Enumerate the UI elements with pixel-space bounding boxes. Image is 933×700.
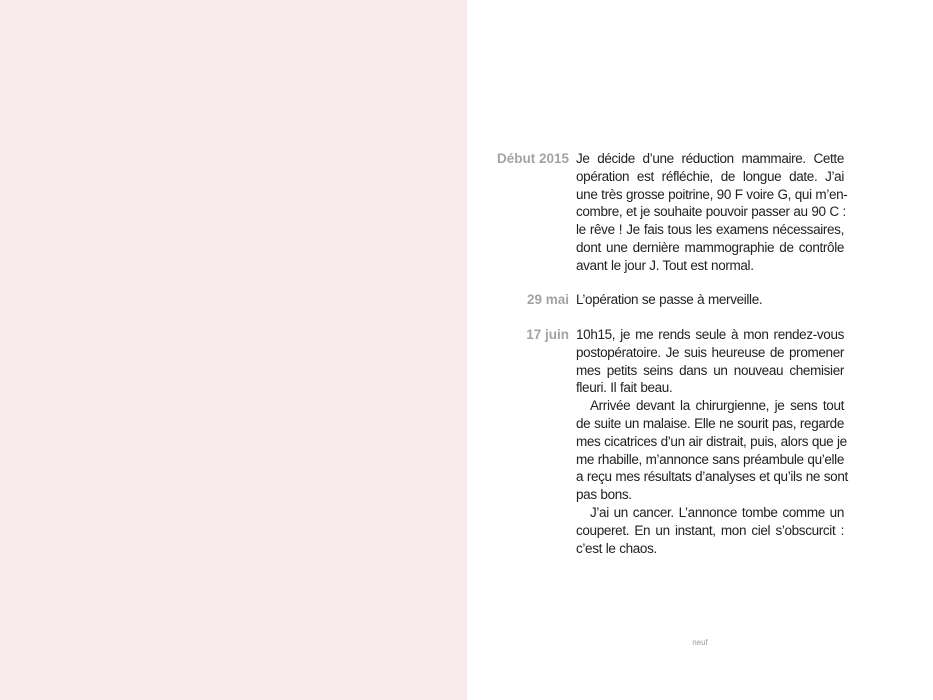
text-line: a reçu mes résultats d’analyses et qu’ils ne sont bbox=[576, 469, 848, 485]
right-page bbox=[467, 0, 933, 700]
text-line: L’opération se passe à merveille. bbox=[576, 292, 763, 307]
text-line: Arrivée devant la chirurgienne, je sens tout bbox=[590, 398, 844, 414]
entry-text bbox=[576, 150, 848, 275]
entry-date: 29 mai bbox=[526, 292, 569, 307]
page-number: neuf bbox=[692, 638, 708, 647]
text-line: Je décide d’une réduction mammaire. Cette bbox=[576, 151, 844, 166]
text-line: fleuri. Il fait beau. bbox=[576, 380, 673, 396]
text-line: c’est le chaos. bbox=[576, 540, 657, 556]
entry-date: 17 juin bbox=[526, 327, 569, 342]
text-line: me rhabille, m’annonce sans préambule qu’elle bbox=[576, 451, 844, 467]
text-line: opération est réfléchie, de longue date. J’ai bbox=[576, 168, 844, 184]
text-line: mes petits seins dans un nouveau chemisier bbox=[576, 362, 844, 378]
text-line: J’ai un cancer. L’annonce tombe comme un bbox=[590, 504, 844, 520]
text-line: postopératoire. Je suis heureuse de promener bbox=[576, 344, 844, 360]
text-line: mes cicatrices d’un air distrait, puis, alors que je bbox=[576, 433, 847, 449]
entry-text bbox=[576, 326, 848, 557]
text-line: combre, et je souhaite pouvoir passer au 90 C : bbox=[576, 204, 846, 220]
text-line: pas bons. bbox=[576, 487, 632, 503]
text-line: couperet. En un instant, mon ciel s’obscurcit : bbox=[576, 522, 844, 538]
entry-date: Début 2015 bbox=[496, 151, 569, 166]
entry-text bbox=[576, 291, 844, 309]
text-line: avant le jour J. Tout est normal. bbox=[576, 257, 754, 273]
text-line: dont une dernière mammographie de contrôle bbox=[576, 239, 844, 255]
text-line: le rêve ! Je fais tous les examens nécessaires, bbox=[576, 222, 844, 238]
text-line: une très grosse poitrine, 90 F voire G, qui m’en- bbox=[576, 186, 848, 202]
text-line: 10h15, je me rends seule à mon rendez-vous bbox=[576, 327, 844, 342]
text-line: de suite un malaise. Elle ne sourit pas, regarde bbox=[576, 415, 844, 431]
